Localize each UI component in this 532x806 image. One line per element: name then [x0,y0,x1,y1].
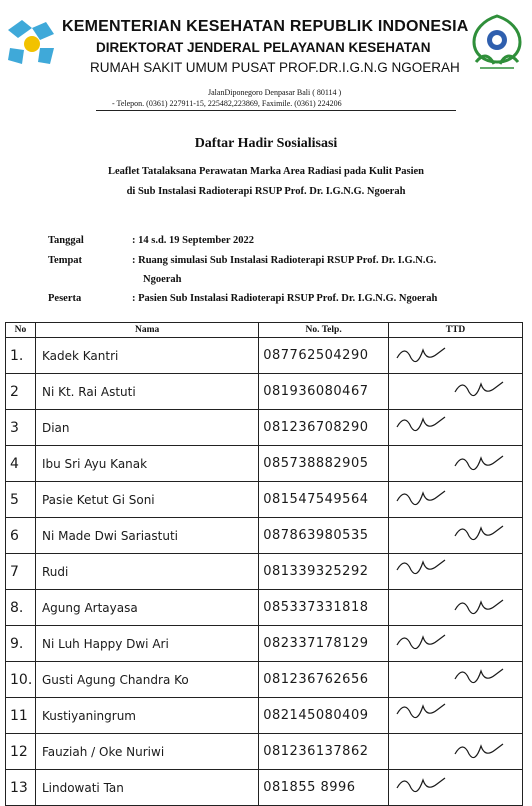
phone-line: - Telepon. (0361) 227911-15, 225482,223869, Faximile. (0361) 224206 [112,99,342,108]
cell-no: 6 [6,518,36,554]
signature-cell [389,446,523,482]
peserta-label: Peserta [48,293,82,304]
handwritten-signature [389,482,519,512]
cell-nama: Gusti Agung Chandra Ko [35,662,258,698]
signature-cell [389,374,523,410]
tempat-value-cont: Ngoerah [143,274,182,285]
cell-nama: Fauziah / Oke Nuriwi [35,734,258,770]
cell-telp: 081339325292 [259,554,389,590]
table-row [6,446,523,482]
table-header-row [6,323,523,338]
handwritten-signature [389,770,519,800]
cell-telp: 082145080409 [259,698,389,734]
document-title: Daftar Hadir Sosialisasi [194,136,338,151]
signature-cell [389,482,523,518]
cell-nama: Ni Made Dwi Sariastuti [35,518,258,554]
document-subtitle-2: di Sub Instalasi Radioterapi RSUP Prof. Dr. I.G.N.G. Ngoerah [126,186,406,197]
cell-telp: 081236762656 [259,662,389,698]
handwritten-signature [389,590,519,620]
handwritten-signature [389,518,519,548]
address-line: JalanDiponegoro Denpasar Bali ( 80114 ) [208,88,342,97]
col-telp-header: No. Telp. [259,323,389,338]
signature-cell [389,590,523,626]
document-subtitle-1: Leaflet Tatalaksana Perawatan Marka Area Radiasi pada Kulit Pasien [108,166,424,177]
signature-cell [389,338,523,374]
cell-telp: 081236137862 [259,734,389,770]
handwritten-signature [389,410,519,440]
peserta-value: : Pasien Sub Instalasi Radioterapi RSUP Prof. Dr. I.G.N.G. Ngoerah [132,293,438,304]
handwritten-signature [389,554,519,584]
directorate-name: DIREKTORAT JENDERAL PELAYANAN KESEHATAN [96,40,431,55]
cell-telp: 085337331818 [259,590,389,626]
cell-no: 11 [6,698,36,734]
handwritten-signature [389,446,519,476]
table-row [6,518,523,554]
handwritten-signature [389,662,519,692]
cell-nama: Rudi [35,554,258,590]
cell-no: 4 [6,446,36,482]
cell-nama: Ni Kt. Rai Astuti [35,374,258,410]
cell-telp: 082337178129 [259,626,389,662]
table-row [6,338,523,374]
cell-telp: 081855 8996 [259,770,389,806]
signature-cell [389,770,523,806]
cell-no: 2 [6,374,36,410]
cell-no: 13 [6,770,36,806]
table-row [6,482,523,518]
cell-nama: Ni Luh Happy Dwi Ari [35,626,258,662]
signature-cell [389,626,523,662]
table-row [6,590,523,626]
hospital-name: RUMAH SAKIT UMUM PUSAT PROF.DR.I.G.N.G NGOERAH [90,60,460,75]
cell-no: 1. [6,338,36,374]
col-ttd-header: TTD [389,323,523,338]
tanggal-label: Tanggal [48,235,84,246]
table-row [6,374,523,410]
cell-no: 12 [6,734,36,770]
cell-telp: 081547549564 [259,482,389,518]
tempat-value: : Ruang simulasi Sub Instalasi Radioterapi RSUP Prof. Dr. I.G.N.G. [132,255,437,266]
handwritten-signature [389,374,519,404]
handwritten-signature [389,626,519,656]
hospital-emblem-logo [466,12,528,76]
cell-nama: Lindowati Tan [35,770,258,806]
cell-nama: Dian [35,410,258,446]
cell-nama: Agung Artayasa [35,590,258,626]
cell-no: 3 [6,410,36,446]
kemenkes-logo [2,14,60,72]
cell-no: 7 [6,554,36,590]
table-row [6,662,523,698]
cell-no: 8. [6,590,36,626]
signature-cell [389,662,523,698]
table-row [6,626,523,662]
table-row [6,554,523,590]
cell-no: 10. [6,662,36,698]
cell-nama: Ibu Sri Ayu Kanak [35,446,258,482]
tanggal-value: : 14 s.d. 19 September 2022 [132,235,255,246]
signature-cell [389,410,523,446]
attendance-table [5,322,523,806]
ministry-name: KEMENTERIAN KESEHATAN REPUBLIK INDONESIA [62,18,469,35]
cell-telp: 081936080467 [259,374,389,410]
cell-telp: 081236708290 [259,410,389,446]
table-row [6,770,523,806]
header-divider [96,110,456,111]
table-row [6,698,523,734]
signature-cell [389,518,523,554]
cell-telp: 085738882905 [259,446,389,482]
handwritten-signature [389,698,519,728]
table-row [6,410,523,446]
handwritten-signature [389,338,519,368]
signature-cell [389,554,523,590]
cell-nama: Kadek Kantri [35,338,258,374]
tempat-label: Tempat [48,255,83,266]
col-nama-header: Nama [35,323,258,338]
cell-telp: 087762504290 [259,338,389,374]
cell-no: 5 [6,482,36,518]
cell-no: 9. [6,626,36,662]
col-no-header: No [6,323,36,338]
cell-nama: Pasie Ketut Gi Soni [35,482,258,518]
cell-telp: 087863980535 [259,518,389,554]
signature-cell [389,698,523,734]
cell-nama: Kustiyaningrum [35,698,258,734]
